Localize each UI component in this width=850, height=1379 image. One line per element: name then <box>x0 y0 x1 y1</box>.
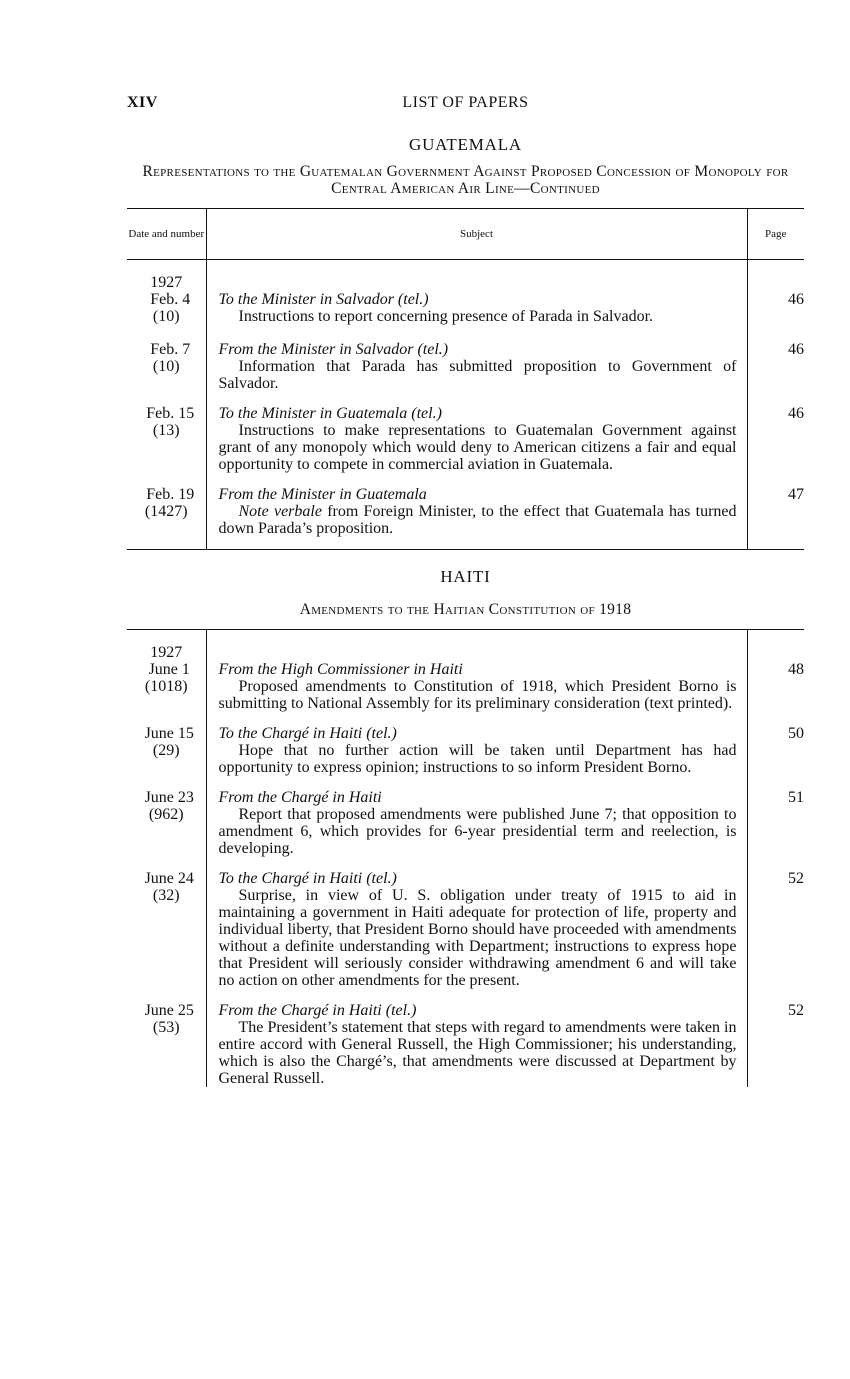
running-title: LIST OF PAPERS <box>402 94 529 111</box>
entry-page: 46 <box>788 341 804 358</box>
entry-subject: To the Chargé in Haiti (tel.) Hope that no further action will be taken until Department has had opportunity to express opinion; instructions to so inform President Borno. <box>206 725 747 789</box>
entry-date: June 25 (53) <box>144 1002 194 1036</box>
entry-subject: From the Minister in Salvador (tel.) Information that Parada has submitted proposition to Government of Salvador. <box>206 341 747 405</box>
running-head <box>127 88 804 116</box>
page-folio: XIV <box>127 94 158 111</box>
section-title-guatemala: GUATEMALA <box>409 135 522 154</box>
col-header-page: Page <box>765 228 787 240</box>
table-row <box>127 644 804 725</box>
entry-date: Feb. 7 (10) <box>150 341 191 375</box>
table-header-row <box>127 209 804 260</box>
table-row <box>127 405 804 486</box>
entry-date: Feb. 19 (1427) <box>144 486 195 520</box>
table-row <box>127 341 804 405</box>
entry-subject: From the Chargé in Haiti Report that proposed amendments were published June 7; that opposition to amendment 6, which provides for 6-year presidential term and reelection, is developing. <box>206 789 747 870</box>
entry-date: 1927 Feb. 4 (10) <box>127 274 206 341</box>
table-row <box>127 486 804 549</box>
entry-date: June 15 (29) <box>144 725 194 759</box>
entry-subject: From the Minister in Guatemala Note verbale from Foreign Minister, to the effect that Guatemala has turned down Parada’s proposition. <box>206 486 747 549</box>
entry-date: June 24 (32) <box>144 870 194 904</box>
table-body-guatemala <box>127 260 804 549</box>
entry-page: 52 <box>788 1002 804 1019</box>
entry-date: June 23 (962) <box>144 789 194 823</box>
entry-year: 1927 <box>150 274 183 291</box>
entry-subject: To the Chargé in Haiti (tel.) Surprise, in view of U. S. obligation under treaty of 1915 to aid in maintaining a government in Haiti adequate for protection of life, property and individual liberty, that President Borno should have proceeded with amendments without a definite understanding with Department; instructions to express hope that President will seriously consider withdrawing amendment 6 and will take no action on other amendments for the present. <box>206 870 747 1002</box>
section-title-haiti: HAITI <box>440 567 491 586</box>
entry-page: 46 <box>788 405 804 422</box>
entry-page: 50 <box>788 725 804 742</box>
entry-subject: To the Minister in Salvador (tel.) Instructions to report concerning presence of Parada in Salvador. <box>206 274 747 341</box>
table-row <box>127 1002 804 1087</box>
entry-page: 48 <box>788 661 804 678</box>
table-haiti <box>127 630 804 1087</box>
table-row <box>127 274 804 341</box>
table-row <box>127 789 804 870</box>
entry-page: 46 <box>788 291 804 308</box>
section-subtitle-haiti: Amendments to the Haitian Constitution of 1918 <box>299 601 632 618</box>
entry-year: 1927 <box>150 644 183 661</box>
table-row <box>127 725 804 789</box>
col-header-date: Date and number <box>128 228 205 240</box>
entry-subject: From the High Commissioner in Haiti Proposed amendments to Constitution of 1918, which President Borno is submitting to National Assembly for its preliminary consideration (text printed). <box>206 644 747 725</box>
rule-bottom-guatemala <box>127 549 804 550</box>
entry-subject: From the Chargé in Haiti (tel.) The President’s statement that steps with regard to amendments were taken in entire accord with General Russell, the High Commissioner; his understanding, which is also the Chargé’s, that amendments were discussed at Department by General Russell. <box>206 1002 747 1087</box>
entry-date: 1927 June 1 (1018) <box>127 644 206 725</box>
entry-subject: To the Minister in Guatemala (tel.) Instructions to make representations to Guatemalan Government against grant of any monopoly which would deny to American citizens a fair and equal opportunity to compete in commercial aviation in Guatemala. <box>206 405 747 486</box>
entry-page: 47 <box>788 486 804 503</box>
entry-page: 51 <box>788 789 804 806</box>
page <box>127 88 804 1087</box>
table-row <box>127 870 804 1002</box>
entry-page: 52 <box>788 870 804 887</box>
section-subtitle-guatemala: Representations to the Guatemalan Government Against Proposed Concession of Monopoly for Central American Air Line—Continued <box>142 163 789 197</box>
entry-date: Feb. 15 (13) <box>146 405 195 439</box>
col-header-subject: Subject <box>206 209 747 260</box>
